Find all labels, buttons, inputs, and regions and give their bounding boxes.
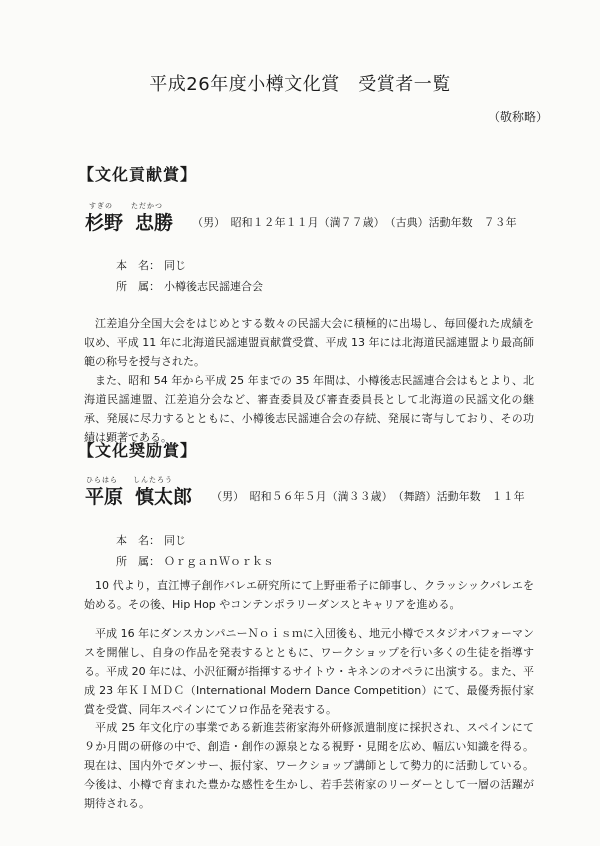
detail-affiliation [116, 278, 263, 294]
detail-key: 本 名： [116, 259, 160, 272]
recipient-given-name: 慎太郎 [135, 486, 193, 508]
ruby-given-name: しんたろう [133, 476, 173, 484]
detail-value: ＯｒｇａｎＷｏｒｋｓ [164, 555, 274, 568]
section-heading-encouragement: 【文化奨励賞】 [78, 441, 198, 460]
recipient-meta: （男） 昭和５６年５月（満３３歳） （舞踏）活動年数 １１年 [211, 490, 525, 503]
section-heading-contribution: 【文化貢献賞】 [78, 165, 198, 184]
recipient-family-name: 平原 [85, 486, 124, 508]
page-title: 平成26年度小樽文化賞 受賞者一覧 [149, 74, 451, 95]
detail-value: 小樽後志民謡連合会 [164, 280, 263, 293]
detail-real-name [116, 257, 186, 273]
detail-affiliation [116, 553, 274, 569]
ruby-family-name: すぎの [89, 202, 113, 210]
detail-real-name [116, 532, 186, 548]
detail-key: 所 属： [116, 555, 160, 568]
recipient-family-name: 杉野 [85, 212, 124, 234]
detail-key: 所 属： [116, 280, 160, 293]
detail-key: 本 名： [116, 534, 160, 547]
ruby-given-name: ただかつ [131, 202, 163, 210]
paragraph: また、昭和 54 年から平成 25 年までの 35 年間は、小樽後志民謡連合会はもとより、北海道民謡連盟、江差追分会など、審査委員及び審査委員長として北海道の民謡文化の継承、発展に尽力するとともに、小樽後志民謡連合会の存続、発展に寄与しており、その功績は顕著である。 [84, 374, 534, 444]
recipient-row [85, 208, 517, 235]
paragraph: 江差追分全国大会をはじめとする数々の民謡大会に積極的に出場し、毎回優れた成績を収め、平成 11 年に北海道民謡連盟貢献賞受賞、平成 13 年には北海道民謡連盟より最高師範の称号を授与された。 [84, 317, 534, 368]
recipient-meta: （男） 昭和１２年１１月（満７７歳） （古典）活動年数 ７３年 [192, 216, 517, 229]
paragraph: 平成 25 年文化庁の事業である新進芸術家海外研修派遣制度に採択され、スペインにて９か月間の研修の中で、創造・創作の源泉となる視野・見聞を広め、幅広い知識を得る。現在は、国内外でダンサー、振付家、ワークショップ講師として勢力的に活動している。今後は、小樽で育まれた豊かな感性を生かし、若手芸術家のリーダーとして一層の活躍が期待される。 [84, 721, 534, 810]
detail-value: 同じ [164, 534, 186, 547]
honorific-note: （敬称略） [487, 110, 548, 124]
recipient-row [85, 482, 525, 509]
paragraph: 10 代より，直江博子創作バレエ研究所にて上野亜希子に師事し、クラッシックバレエを始める。その後、Hip Hop やコンテンポラリーダンスとキャリアを進める。 [84, 579, 534, 611]
recipient-given-name: 忠勝 [135, 212, 174, 234]
ruby-family-name: ひらはら [86, 476, 118, 484]
paragraph: 平成 16 年にダンスカンパニーＮｏｉｓｍに入団後も、地元小樽でスタジオパフォーマンスを開催し、自身の作品を発表するとともに、ワークショップを行い多くの生徒を指導する。平成 20 年には、小沢征爾が指揮するサイトウ・キネンのオペラに出演する。また、平成 23 年ＫＩＭＤＣ（International Modern Dance Competition）にて、最優秀振付家賞を受賞、同年スペインにてソロ作品を発表する。 [84, 627, 534, 716]
detail-value: 同じ [164, 259, 186, 272]
